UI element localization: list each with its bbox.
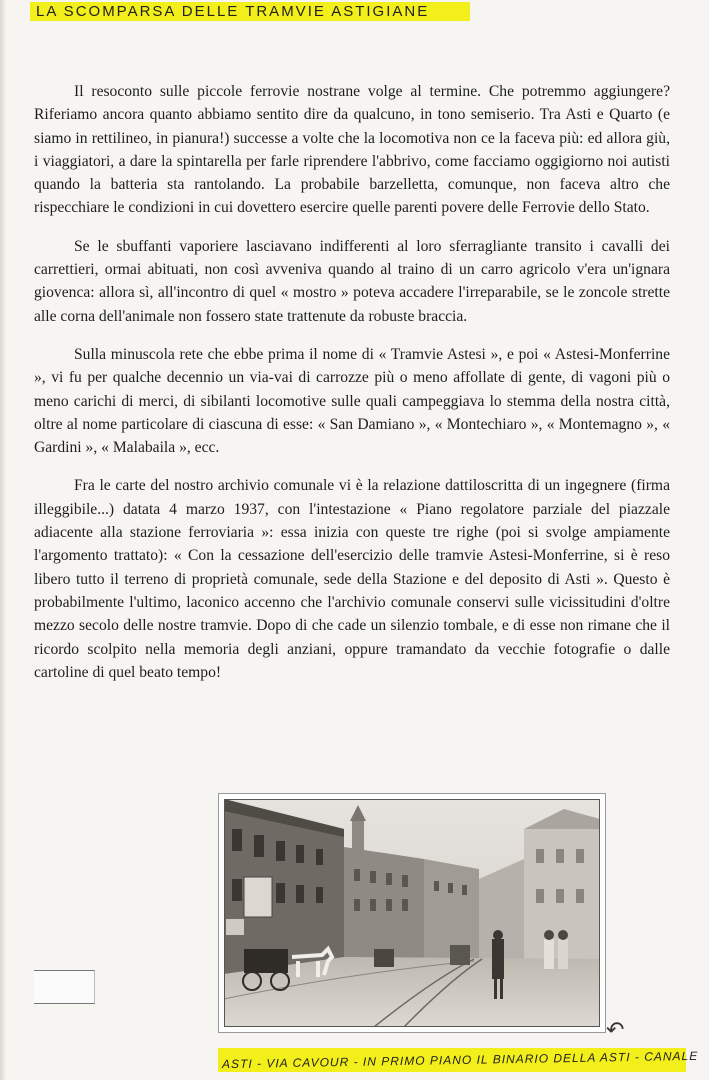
page-title: LA SCOMPARSA DELLE TRAMVIE ASTIGIANE (36, 3, 430, 20)
handwritten-arrow-icon: ↶ (606, 1018, 625, 1043)
paragraph: Se le sbuffanti vaporiere lasciavano indifferenti al loro sferragliante transito i cavalli dei carrettieri, ormai abituati, non così avveniva quando al traino di un carro agricolo v'era un'ignara giovenca: allora sì, all'incontro di quel « mostro » poteva accadere l'irreparabile, se le zoncole strette alle corna dell'animale non fossero state trattenute da robuste braccia. (34, 237, 670, 325)
photo-frame (218, 793, 606, 1033)
paragraph: Il resoconto sulle piccole ferrovie nostrane volge al termine. Che potremmo aggiungere? Riferiamo ancora quanto abbiamo sentito dire da qualcuno, in tono semiserio. Tra Asti e Quarto (e siamo in rettilineo, in pianura!) successe a volte che la locomotiva non ce la faceva più: ed allora giù, i viaggiatori, a dare la spintarella per farle riprendere l'abbrivo, come facciamo oggigiorno noi autisti quando la batteria sta rantolando. La probabile barzelletta, comunque, non faceva altro che rispecchiare le condizioni in cui dovettero esercire quelle parenti povere delle Ferrovie dello Stato. (34, 83, 670, 217)
page-edge (0, 0, 6, 1080)
paper-tab (34, 970, 95, 1004)
street-photo (224, 799, 600, 1027)
photo-caption: ASTI - VIA CAVOUR - IN PRIMO PIANO IL BINARIO DELLA ASTI - CANALE (222, 1048, 699, 1072)
article-body (34, 80, 670, 699)
street-photo-image (224, 799, 600, 1027)
paragraph: Fra le carte del nostro archivio comunale vi è la relazione dattiloscritta di un ingegnere (firma illeggibile...) datata 4 marzo 1937, con l'intestazione « Piano regolatore parziale del piazzale adiacente alla stazione ferroviaria »: essa inizia con queste tre righe (poi si svolge ampiamente l'argomento trattato): « Con la cessazione dell'esercizio delle tramvie Astesi-Monferrine, si è reso libero tutto il terreno di proprietà comunale, sede della Stazione e del deposito di Asti ». Questo è probabilmente l'ultimo, laconico accenno che l'archivio comunale conservi sulle vicissitudini d'oltre mezzo secolo delle nostre tramvie. Dopo di che cade un silenzio tombale, e di esse non rimane che il ricordo scolpito nella memoria degli anziani, oppure tramandato da vecchie fotografie o dalle cartoline di quel beato tempo! (34, 477, 670, 681)
paragraph: Sulla minuscola rete che ebbe prima il nome di « Tramvie Astesi », e poi « Astesi-Monferrine », vi fu per qualche decennio un via-vai di carrozze più o meno affollate di gente, di vagoni più o meno carichi di merci, di sibilanti locomotive sulle quali campeggiava lo stemma della nostra città, oltre al nome particolare di ciascuna di esse: « San Damiano », « Montechiaro », « Montemagno », « Gardini », « Malabaila », ecc. (34, 345, 670, 457)
